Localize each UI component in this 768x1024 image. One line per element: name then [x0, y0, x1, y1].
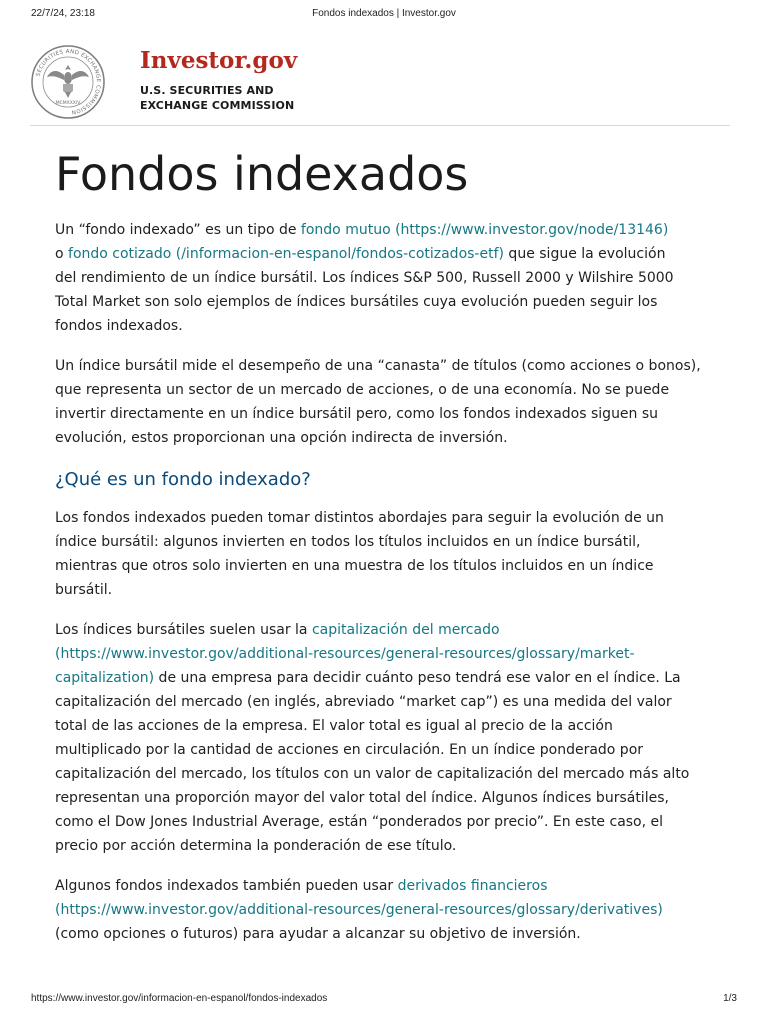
fondo-cotizado-link[interactable]: fondo cotizado (/informacion-en-espanol/fondos-cotizados-etf) [68, 246, 504, 262]
print-header [0, 8, 768, 22]
article-content [55, 218, 735, 962]
section-paragraph-3 [55, 874, 735, 946]
text-line: total de las acciones de la empresa. El valor total es igual al precio de la acción [55, 718, 613, 734]
seal-ring-text: SECURITIES AND EXCHANGE COMMISSION [35, 48, 102, 115]
fondo-mutuo-link[interactable]: fondo mutuo (https://www.investor.gov/node/13146) [300, 222, 669, 238]
text-line: mientras que otros solo invierten en una muestra de los títulos incluidos en un índice [55, 558, 654, 574]
page-title: Fondos indexados [55, 147, 469, 201]
brand-subtitle [140, 83, 294, 113]
brand-logo-link[interactable]: Investor.gov [140, 47, 298, 74]
text-line: evolución, estos proporcionan una opción indirecta de inversión. [55, 430, 508, 446]
text-line: como el Dow Jones Industrial Average, están “ponderados por precio”. En este caso, el [55, 814, 664, 830]
text-line [55, 242, 735, 266]
text-line [55, 218, 735, 242]
seal-year: MCMXXXIV [55, 101, 81, 106]
text-line: fondos indexados. [55, 318, 183, 334]
header-divider [30, 125, 730, 126]
text-run: que sigue la evolución [503, 246, 666, 262]
text-line: Total Market son solo ejemplos de índices bursátiles cuya evolución pueden seguir los [55, 294, 658, 310]
text-line [55, 874, 735, 898]
intro-paragraph-1 [55, 218, 735, 338]
derivados-url-link[interactable]: (https://www.investor.gov/additional-resources/general-resources/glossary/derivatives) [55, 902, 663, 918]
text-line [55, 666, 735, 690]
section-heading: ¿Qué es un fondo indexado? [55, 469, 311, 490]
text-line [55, 618, 735, 642]
text-line: Los fondos indexados pueden tomar distintos abordajes para seguir la evolución de un [55, 510, 664, 526]
site-header [30, 40, 730, 120]
page-counter: 1/3 [723, 993, 737, 1004]
print-footer-url: https://www.investor.gov/informacion-en-espanol/fondos-indexados [31, 993, 328, 1004]
text-run: Los índices bursátiles suelen usar la [55, 622, 312, 638]
text-line: precio por acción determina la ponderación de ese título. [55, 838, 457, 854]
market-cap-url-link[interactable]: (https://www.investor.gov/additional-resources/general-resources/glossary/market- [55, 646, 635, 662]
text-run: o [55, 246, 69, 262]
sec-seal-icon[interactable] [30, 44, 106, 120]
brand-subtitle-line1: U.S. SECURITIES AND [140, 84, 274, 97]
print-footer [0, 993, 768, 1007]
print-datetime: 22/7/24, 23:18 [31, 8, 95, 19]
market-cap-link[interactable]: capitalización del mercado [311, 622, 500, 638]
market-cap-url-link-end[interactable]: capitalization) [55, 670, 155, 686]
text-run: Algunos fondos indexados también pueden usar [55, 878, 398, 894]
text-line: Un índice bursátil mide el desempeño de una “canasta” de títulos (como acciones o bonos), [55, 358, 701, 374]
text-line: representan una proporción mayor del valor total del índice. Algunos índices bursátiles, [55, 790, 669, 806]
text-line: capitalización del mercado, los títulos con un valor de capitalización del mercado más alto [55, 766, 690, 782]
print-page-title: Fondos indexados | Investor.gov [312, 8, 456, 19]
brand [140, 44, 540, 116]
section-paragraph-1 [55, 506, 735, 602]
text-line: índice bursátil: algunos invierten en todos los títulos incluidos en un índice bursátil, [55, 534, 641, 550]
text-line: que representa un sector de un mercado de acciones, o de una economía. No se puede [55, 382, 670, 398]
text-run: de una empresa para decidir cuánto peso tendrá ese valor en el índice. La [154, 670, 681, 686]
intro-paragraph-2 [55, 354, 735, 450]
text-line: bursátil. [55, 582, 113, 598]
text-line: multiplicado por la cantidad de acciones en circulación. En un índice ponderado por [55, 742, 644, 758]
section-paragraph-2 [55, 618, 735, 858]
text-line: capitalización del mercado (en inglés, abreviado “market cap”) es una medida del valor [55, 694, 672, 710]
text-line [55, 898, 735, 922]
derivados-link[interactable]: derivados financieros [397, 878, 548, 894]
text-line [55, 642, 735, 666]
text-line: (como opciones o futuros) para ayudar a alcanzar su objetivo de inversión. [55, 926, 581, 942]
text-line: del rendimiento de un índice bursátil. Los índices S&P 500, Russell 2000 y Wilshire 5000 [55, 270, 674, 286]
text-run: Un “fondo indexado” es un tipo de [55, 222, 301, 238]
brand-subtitle-line2: EXCHANGE COMMISSION [140, 99, 295, 112]
text-line: invertir directamente en un índice bursátil pero, como los fondos indexados siguen su [55, 406, 659, 422]
